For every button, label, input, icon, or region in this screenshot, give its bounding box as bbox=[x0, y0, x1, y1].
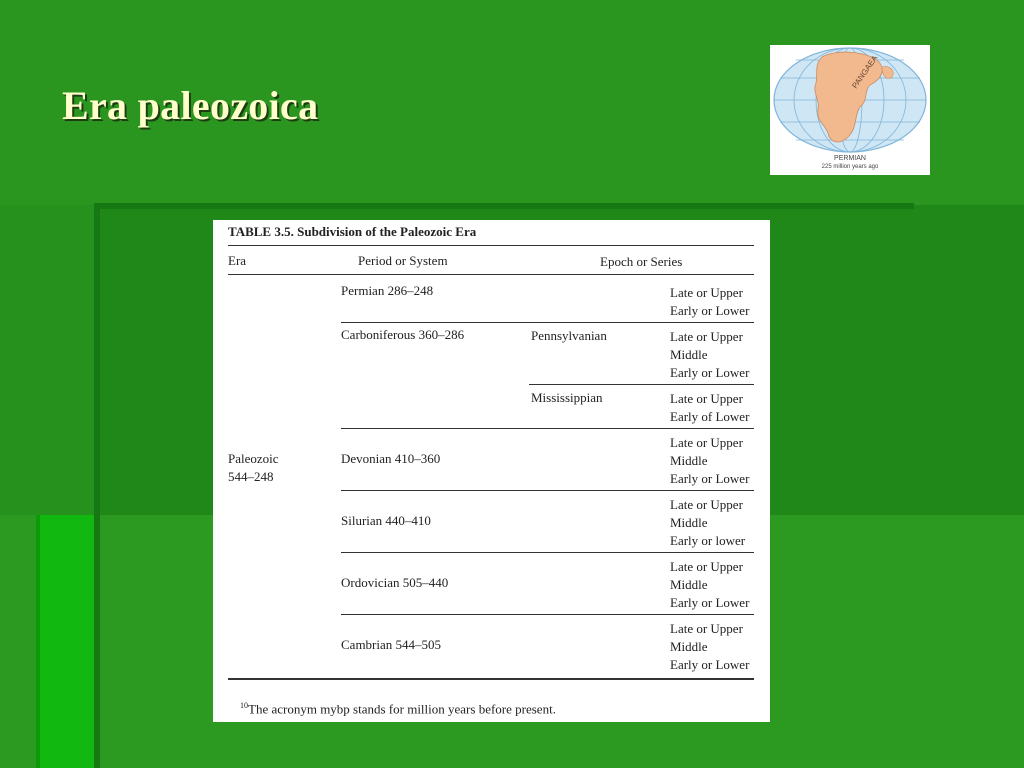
epoch-item: Middle bbox=[670, 639, 708, 654]
globe-icon bbox=[770, 45, 930, 155]
epoch-item: Late or Upper bbox=[670, 497, 743, 512]
background-corner-block bbox=[36, 515, 94, 768]
era-name: Paleozoic bbox=[228, 451, 279, 466]
header-period: Period or System bbox=[358, 253, 448, 268]
period-name: Devonian 410–360 bbox=[341, 451, 441, 466]
epoch-item: Middle bbox=[670, 577, 708, 592]
table-rule bbox=[341, 614, 754, 615]
footnote-text: The acronym mybp stands for million years before present. bbox=[248, 701, 556, 717]
period-name: Carboniferous 360–286 bbox=[341, 327, 465, 342]
footnote-mark: 10 bbox=[240, 701, 248, 710]
header-era: Era bbox=[228, 253, 247, 268]
table-rule bbox=[341, 322, 754, 323]
epoch-item: Early or Lower bbox=[670, 657, 750, 672]
series-name: Mississippian bbox=[531, 390, 603, 405]
epoch-item: Late or Upper bbox=[670, 329, 743, 344]
table-rule bbox=[529, 384, 754, 385]
epoch-item: Late or Upper bbox=[670, 435, 743, 450]
period-name: Ordovician 505–440 bbox=[341, 575, 449, 590]
epoch-item: Middle bbox=[670, 515, 708, 530]
map-caption-age: 225 million years ago bbox=[821, 164, 879, 170]
map-caption-period: PERMIAN bbox=[834, 155, 866, 162]
epoch-item: Late or Upper bbox=[670, 621, 743, 636]
epoch-item: Early of Lower bbox=[670, 409, 750, 424]
period-name: Silurian 440–410 bbox=[341, 513, 431, 528]
background-stripe-left bbox=[94, 203, 100, 768]
table-rule bbox=[228, 274, 754, 275]
epoch-item: Early or Lower bbox=[670, 365, 750, 380]
table-caption: TABLE 3.5. Subdivision of the Paleozoic Era bbox=[228, 224, 477, 239]
epoch-item: Late or Upper bbox=[670, 285, 743, 300]
epoch-item: Late or Upper bbox=[670, 391, 743, 406]
paleozoic-table bbox=[213, 220, 770, 722]
epoch-item: Middle bbox=[670, 347, 708, 362]
epoch-item: Late or Upper bbox=[670, 559, 743, 574]
slide-title: Era paleozoica bbox=[62, 83, 319, 128]
background-stripe-top bbox=[94, 203, 914, 209]
table-rule bbox=[341, 490, 754, 491]
epoch-item: Middle bbox=[670, 453, 708, 468]
map-landmass-label: PANGAEA bbox=[850, 53, 880, 91]
pangaea-map bbox=[770, 45, 930, 175]
header-epoch: Epoch or Series bbox=[600, 254, 683, 269]
table-rule bbox=[341, 428, 754, 429]
background-corner-edge bbox=[36, 515, 40, 768]
epoch-item: Early or Lower bbox=[670, 303, 750, 318]
table-rule bbox=[228, 245, 754, 246]
table-rule bbox=[341, 552, 754, 553]
epoch-item: Early or Lower bbox=[670, 595, 750, 610]
epoch-item: Early or lower bbox=[670, 533, 746, 548]
series-name: Pennsylvanian bbox=[531, 328, 607, 343]
table-footnote bbox=[240, 697, 556, 718]
period-name: Permian 286–248 bbox=[341, 283, 434, 298]
era-range: 544–248 bbox=[228, 469, 274, 484]
period-name: Cambrian 544–505 bbox=[341, 637, 442, 652]
table-rule bbox=[228, 678, 754, 680]
epoch-item: Early or Lower bbox=[670, 471, 750, 486]
